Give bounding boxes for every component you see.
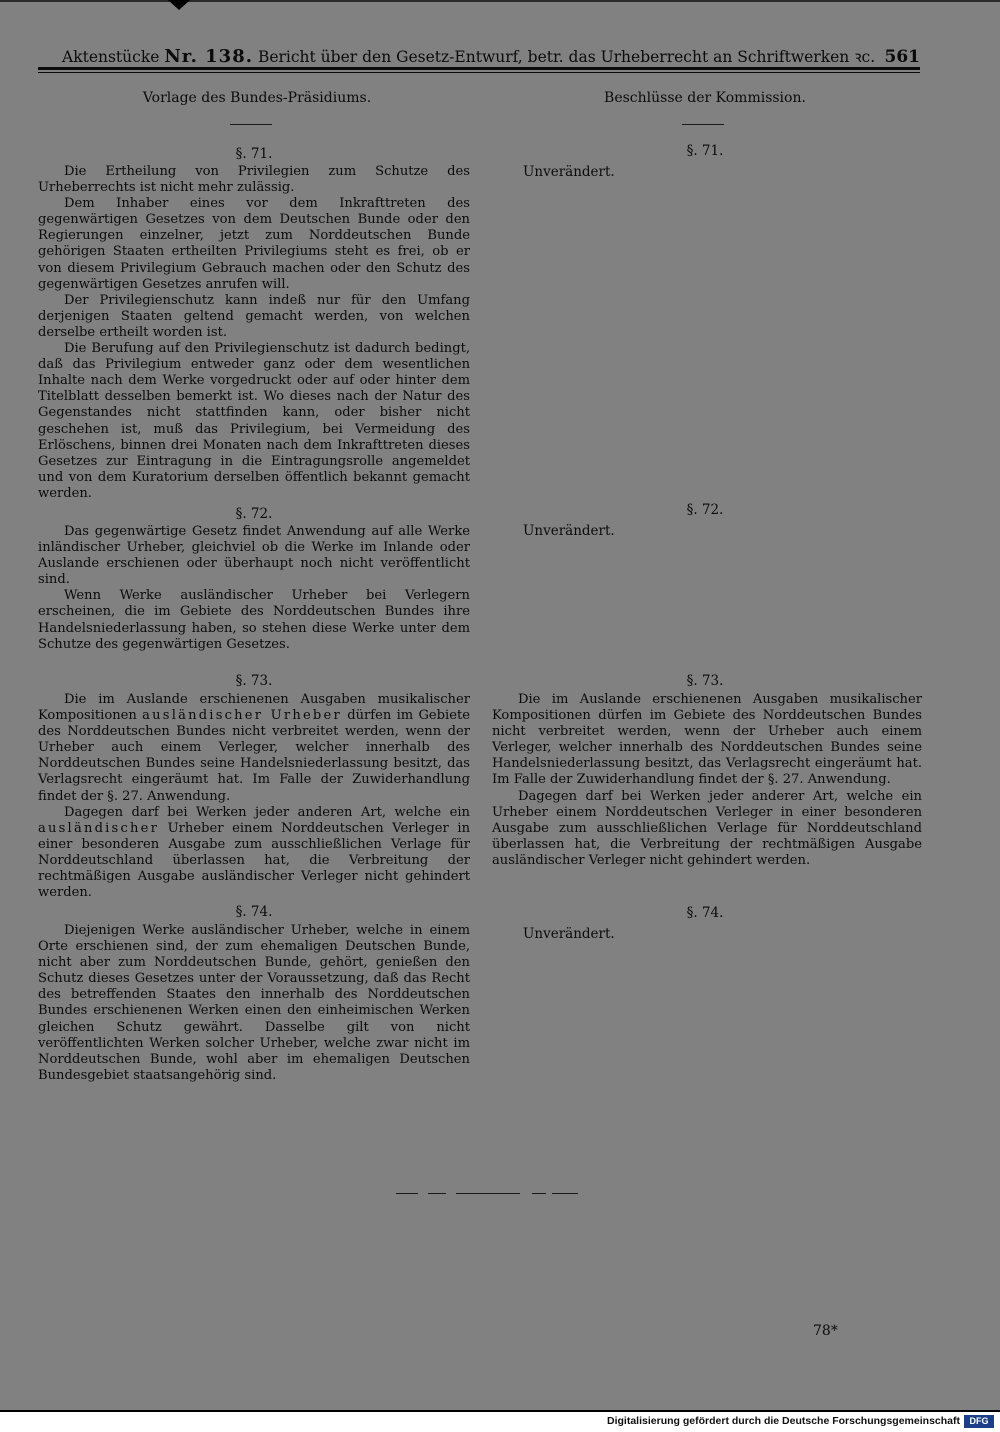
left-section-72-body — [38, 524, 470, 653]
closing-rule-segment — [396, 1193, 418, 1194]
right-section-72-heading: §. 72. — [686, 502, 724, 518]
right-section-74-heading: §. 74. — [686, 905, 724, 921]
running-header — [62, 45, 920, 67]
paragraph — [38, 805, 470, 902]
header-number: Nr. 138. — [164, 46, 253, 67]
right-section-73-heading: §. 73. — [686, 673, 724, 689]
top-edge-rule — [0, 0, 1000, 2]
paragraph: Dem Inhaber eines vor dem Inkrafttreten des gegenwärtigen Gesetzes von dem Deutschen Bunde oder den Regierungen einzelner, jetzt zum Norddeutschen Bunde gehörigen Staaten ertheilten Privilegiums steht es frei, ob er von diesem Privilegium Gebrauch machen oder den Schutz des gegenwärtigen Gesetzes anrufen will. — [38, 196, 470, 292]
header-prefix: Aktenstücke — [62, 48, 160, 66]
right-section-71-text: Unverändert. — [523, 164, 615, 180]
footer-credit: Digitalisierung gefördert durch die Deutsche Forschungsgemeinschaft — [607, 1415, 960, 1427]
right-section-73-body — [492, 692, 922, 869]
left-section-74-heading: §. 74. — [235, 904, 273, 920]
closing-rule-segment — [456, 1193, 520, 1194]
text-run: Dagegen darf bei Werken jeder anderen Art, welche ein — [64, 804, 470, 820]
right-column-title: Beschlüsse der Kommission. — [604, 90, 806, 106]
closing-rule-segment — [552, 1193, 578, 1194]
emphasis-text: ausländischer Urheber — [142, 708, 342, 724]
left-section-71-body — [38, 164, 470, 502]
header-page-number: 561 — [884, 47, 920, 67]
top-notch-mark — [168, 0, 190, 10]
header-rule-thin — [38, 72, 920, 73]
left-section-74-body — [38, 923, 470, 1084]
right-section-71-heading: §. 71. — [686, 143, 724, 159]
text-run: Urheber einem Norddeutschen Verleger in einer besonderen Ausgabe zum ausschließlichen Verlage für Norddeutschland überlassen hat, die Verbreitung der rechtmäßigen Ausgabe ausländischer Verleger nicht gehindert werden. — [38, 820, 470, 901]
emphasis-text: ausländischer — [38, 820, 160, 836]
right-title-dash — [682, 124, 724, 125]
paragraph: Diejenigen Werke ausländischer Urheber, welche in einem Orte erschienen sind, der zum ehemaligen Deutschen Bunde, nicht aber zum Norddeutschen Bunde, gehört, genießen den Schutz dieses Gesetzes unter der Voraussetzung, daß das Recht des betreffenden Staates den innerhalb des Norddeutschen Bundes erschienenen Werken einen den einheimischen Werken gleichen Schutz gewährt. Dasselbe gilt von nicht veröffentlichten Werken solcher Urheber, welche zwar nicht im Norddeutschen Bunde, wohl aber im ehemaligen Deutschen Bundesgebiet staatsangehörig sind. — [38, 923, 470, 1083]
signature-mark: 78* — [813, 1323, 838, 1339]
paragraph: Das gegenwärtige Gesetz findet Anwendung auf alle Werke inländischer Urheber, gleichviel ob die Werke im Inlande oder Auslande erschienen oder überhaupt noch nicht veröffentlicht sind. — [38, 524, 470, 588]
closing-rule-segment — [428, 1193, 446, 1194]
left-section-71-heading: §. 71. — [235, 146, 273, 162]
left-section-73-heading: §. 73. — [235, 673, 273, 689]
left-section-73-body — [38, 692, 470, 901]
text-run: Die im Auslande erschienenen Ausgaben musikalischer Kompositionen — [38, 692, 470, 724]
right-section-72-text: Unverändert. — [523, 523, 615, 539]
paragraph: Wenn Werke ausländischer Urheber bei Verlegern erscheinen, die im Gebiete des Norddeutschen Bundes ihre Handelsniederlassung haben, so stehen diese Werke unter dem Schutze des gegenwärtigen Gesetzes. — [38, 588, 470, 652]
digitization-footer — [0, 1412, 1000, 1432]
paragraph: Der Privilegienschutz kann indeß nur für den Umfang derjenigen Staaten geltend gemacht werden, von welchen derselbe ertheilt worden ist. — [38, 292, 470, 340]
closing-rule-segment — [532, 1193, 546, 1194]
paragraph: Die im Auslande erschienenen Ausgaben musikalischer Kompositionen dürfen im Gebiete des Norddeutschen Bundes nicht verbreitet werden, wenn der Urheber auch einem Verleger, welcher innerhalb des Norddeutschen Bundes seine Handelsniederlassung besitzt, das Verlagsrecht eingeräumt hat. Im Falle der Zuwiderhandlung findet der §. 27. Anwendung. — [492, 692, 922, 788]
text-run: dürfen im Gebiete des Norddeutschen Bundes nicht verbreitet werden, wenn der Urheber auch einem Verleger, welcher innerhalb des Norddeutschen Bundes seine Handelsniederlassung besitzt, das Verlagsrecht eingeräumt hat. Im Falle der Zuwiderhandlung findet der §. 27. Anwendung. — [38, 708, 470, 804]
header-rule-thick — [38, 67, 920, 70]
paragraph: Die Berufung auf den Privilegienschutz ist dadurch bedingt, daß das Privilegium entweder ganz oder dem wesentlichen Inhalte nach dem Werke vorgedruckt oder auf oder hinter dem Titelblatt desselben bemerkt ist. Wo dieses nach der Natur des Gegenstandes nicht stattfinden kann, oder bisher nicht geschehen ist, muß das Privilegium, bei Vermeidung des Erlöschens, binnen drei Monaten nach dem Inkrafttreten dieses Gesetzes zur Eintragung in die Eintragungsrolle angemeldet und von dem Kuratorium derselben öffentlich bekannt gemacht werden. — [38, 341, 470, 501]
paragraph — [38, 692, 470, 805]
dfg-logo-icon[interactable]: DFG — [964, 1415, 994, 1428]
header-left — [62, 45, 875, 67]
paragraph: Die Ertheilung von Privilegien zum Schutze des Urheberrechts ist nicht mehr zulässig. — [38, 164, 470, 196]
left-title-dash — [230, 124, 272, 125]
right-section-74-text: Unverändert. — [523, 926, 615, 942]
header-title: Bericht über den Gesetz-Entwurf, betr. das Urheberrecht an Schriftwerken ꝛc. — [257, 48, 876, 66]
left-column-title: Vorlage des Bundes-Präsidiums. — [142, 90, 372, 106]
paragraph: Dagegen darf bei Werken jeder anderer Art, welche ein Urheber einem Norddeutschen Verleger in einer besonderen Ausgabe zum ausschließlichen Verlage für Norddeutschland überlassen hat, die Verbreitung der rechtmäßigen Ausgabe ausländischer Verleger nicht gehindert werden. — [492, 788, 922, 868]
left-section-72-heading: §. 72. — [235, 506, 273, 522]
